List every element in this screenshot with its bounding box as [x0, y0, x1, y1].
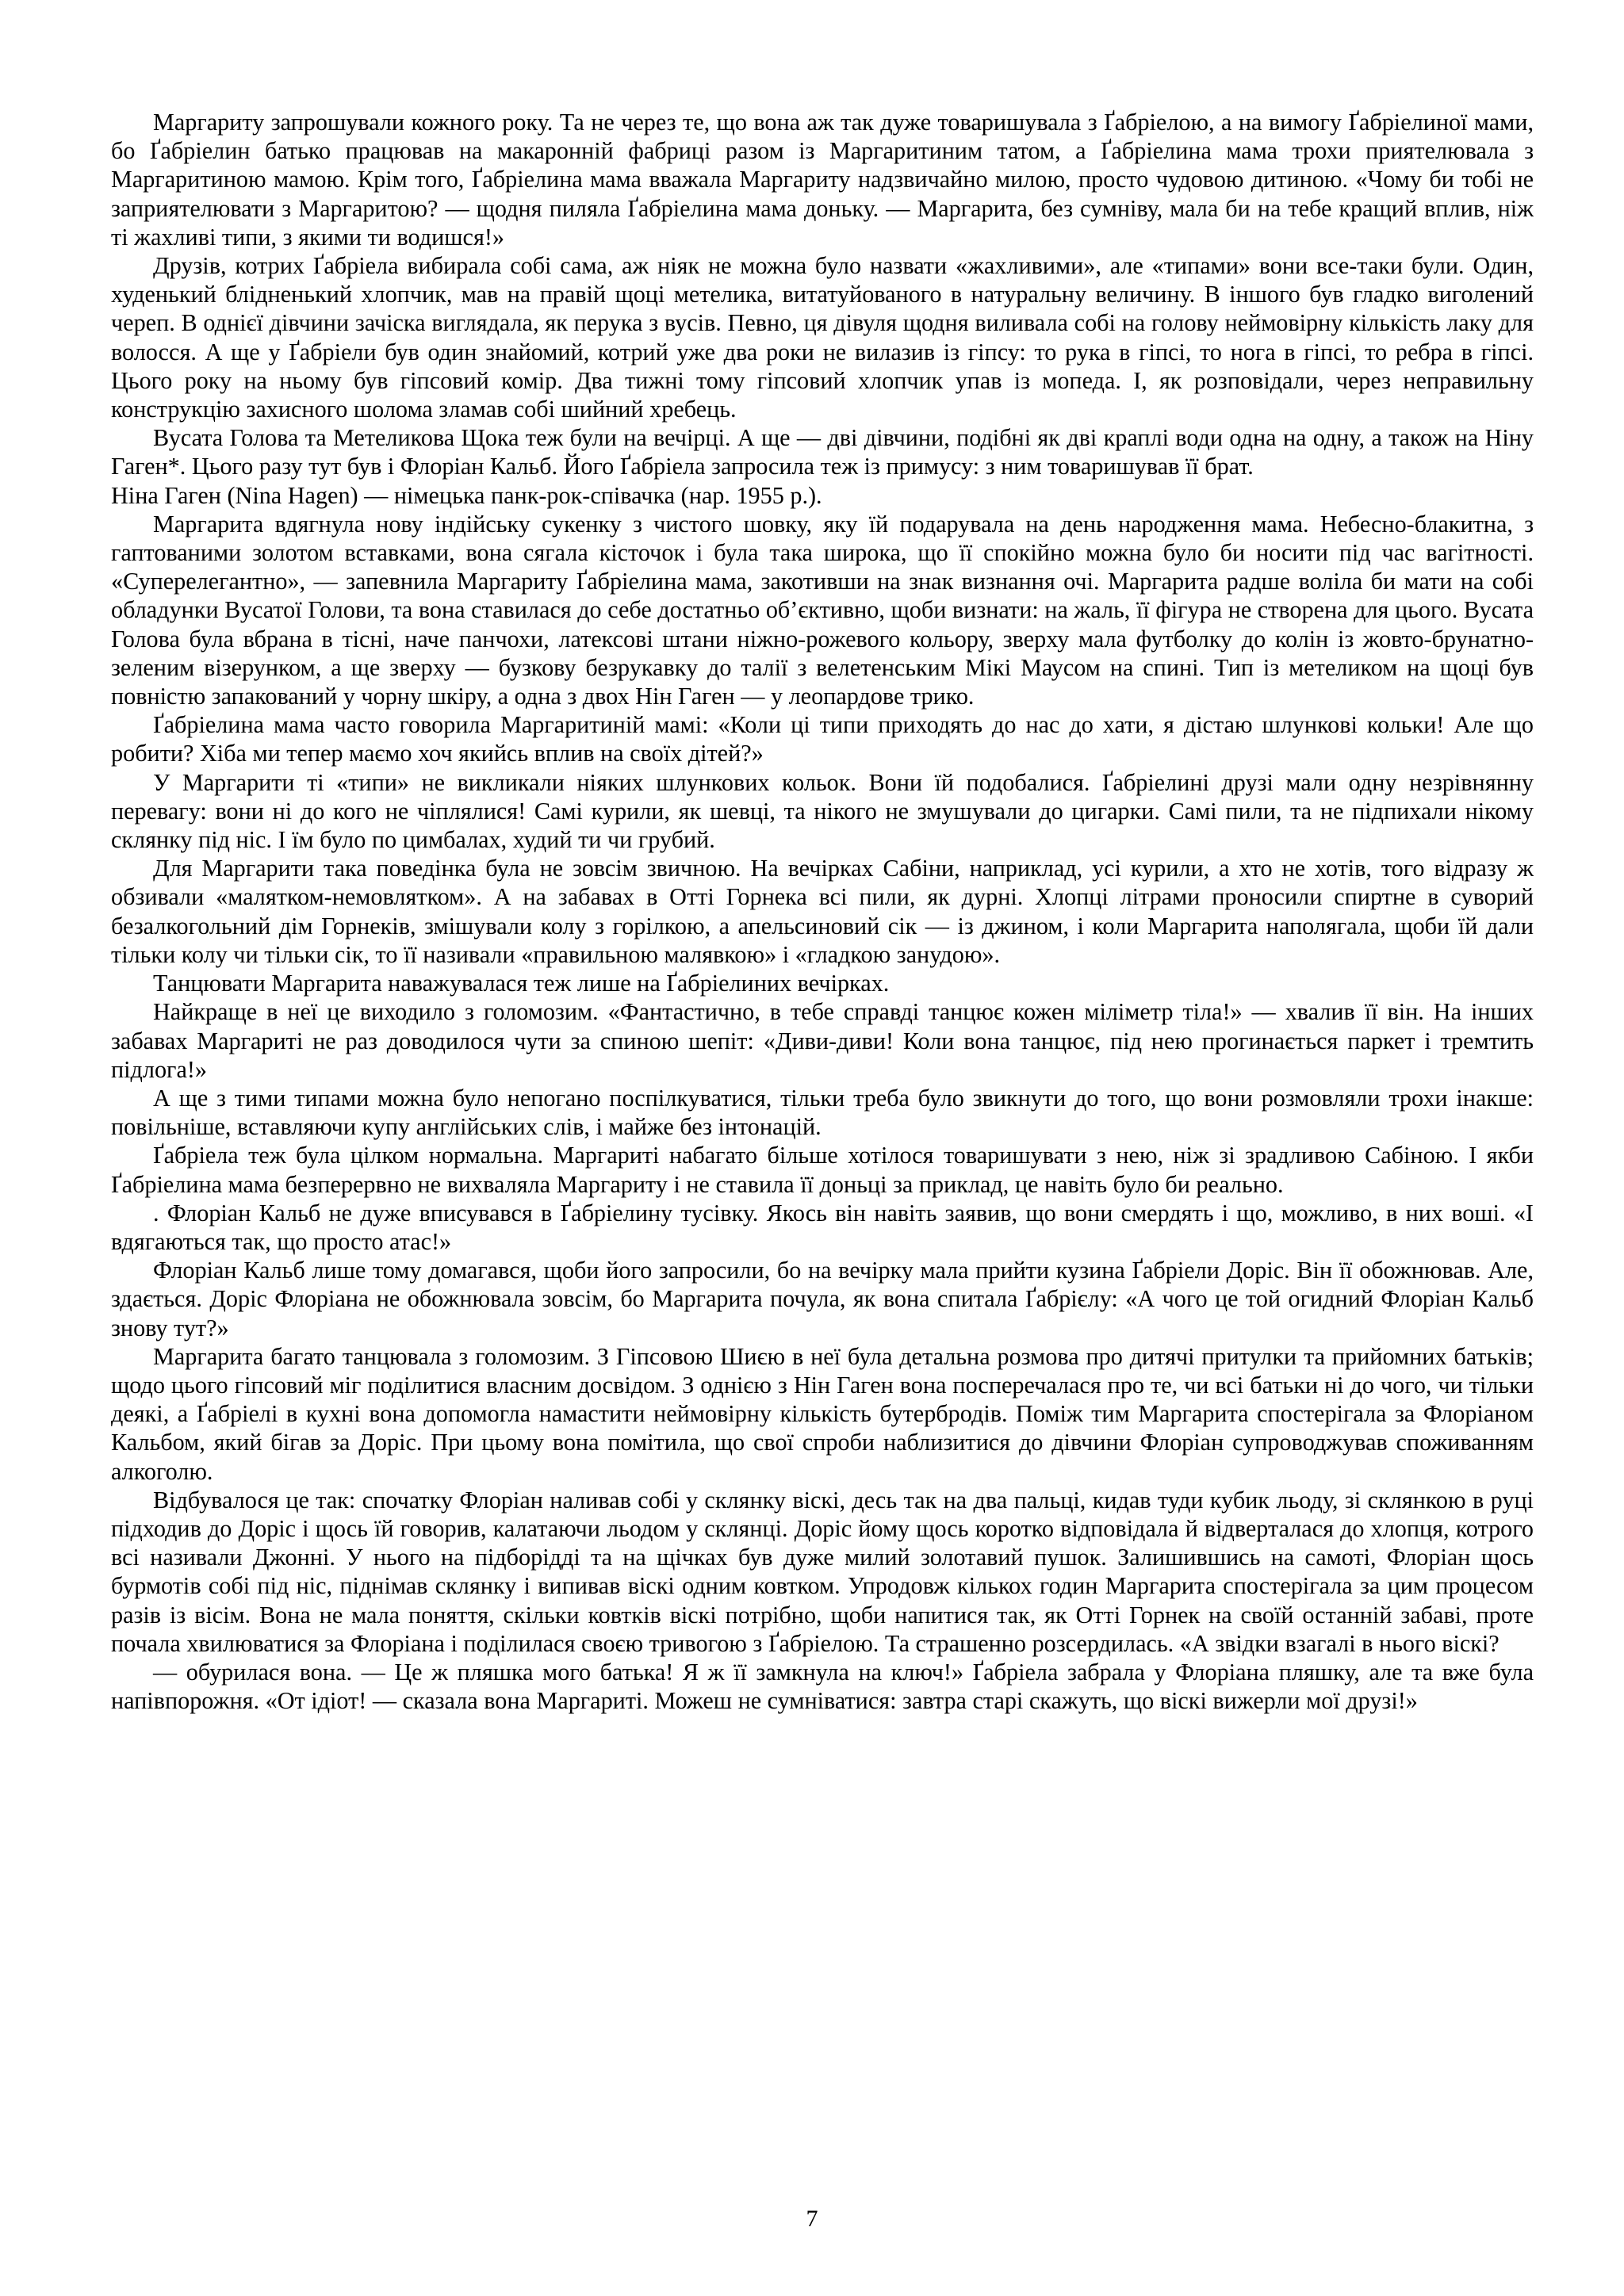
paragraph: Відбувалося це так: спочатку Флоріан наливав собі у склянку віскі, десь так на два пальці, кидав туди кубик льоду, зі склянкою в руці підходив до Доріс і щось їй говорив, калатаючи льодом у склянці. Доріс йому щось коротко відповідала й відверталася до хлопця, котрого всі називали Джонні. У нього на підборідді та на щічках був дуже милий золотавий пушок. Залишившись на самоті, Флоріан щось бурмотів собі під ніс, піднімав склянку і випивав віскі одним ковтком. Упродовж кількох годин Маргарита спостерігала за цим процесом разів із вісім. Вона не мала поняття, скільки ковтків віскі потрібно, щоби напитися так, як Отті Горнек на своїй останній забаві, проте почала хвилюватися за Флоріана і поділилася своєю тривогою з Ґабріелою. Та страшенно розсердилась. «А звідки взагалі в нього віскі?	[111, 1486, 1534, 1657]
paragraph: Флоріан Кальб лише тому домагався, щоби його запросили, бо на вечірку мала прийти кузина Ґабріели Доріс. Він її обожнював. Але, здається. Доріс Флоріана не обожнювала зовсім, бо Маргарита почула, як вона спитала Ґабрієлу: «А чого це той огидний Флоріан Кальб знову тут?»	[111, 1257, 1534, 1341]
paragraph: Вусата Голова та Метеликова Щока теж були на вечірці. А ще — дві дівчини, подібні як дві краплі води одна на одну, а також на Ніну Гаген*. Цього разу тут був і Флоріан Кальб. Його Ґабріела запросила теж із примусу: з ним товаришував її брат.	[111, 424, 1534, 480]
footnote: Ніна Гаген (Nina Hagen) — німецька панк-рок-співачка (нар. 1955 р.).	[111, 481, 822, 509]
paragraph: А ще з тими типами можна було непогано поспілкуватися, тільки треба було звикнути до того, що вони розмовляли трохи інакше: повільніше, вставляючи купу англійських слів, і майже без інтонацій.	[111, 1084, 1534, 1141]
paragraph: Танцювати Маргарита наважувалася теж лише на Ґабріелиних вечірках.	[153, 970, 890, 997]
paragraph: У Маргарити ті «типи» не викликали ніяких шлункових кольок. Вони їй подобалися. Ґабріелині друзі мали одну незрівнянну перевагу: вони ні до кого не чіплялися! Самі курили, як шевці, та нікого не змушували до цигарки. Самі пили, та не підпихали нікому склянку під ніс. І їм було по цимбалах, худий ти чи грубий.	[111, 768, 1534, 854]
paragraph: . Флоріан Кальб не дуже вписувався в Ґабріелину тусівку. Якось він навіть заявив, що вони смердять і що, можливо, в них воші. «І вдягаються так, що просто атас!»	[111, 1199, 1534, 1255]
paragraph: Маргариту запрошували кожного року. Та не через те, що вона аж так дуже товаришувала з Ґабріелою, а на вимогу Ґабріелиної мами, бо Ґабріелин батько працював на макаронній фабриці разом із Маргаритиним татом, а Ґабріелина мама трохи приятелювала з Маргаритиною мамою. Крім того, Ґабріелина мама вважала Маргариту надзвичайно милою, просто чудовою дитиною. «Чому би тобі не заприятелювати з Маргаритою? — щодня пиляла Ґабріелина мама доньку. — Маргарита, без сумніву, мала би на тебе кращий вплив, ніж ті жахливі типи, з якими ти водишся!»	[111, 109, 1534, 251]
paragraph: — обурилася вона. — Це ж пляшка мого батька! Я ж її замкнула на ключ!» Ґабріела забрала у Флоріана пляшку, але та вже була напівпорожня. «От ідіот! — сказала вона Маргариті. Можеш не сумніватися: завтра старі скажуть, що віскі вижерли мої друзі!»	[111, 1658, 1534, 1715]
paragraph: Маргарита багато танцювала з голомозим. З Гіпсовою Шиєю в неї була детальна розмова про дитячі притулки та прийомних батьків; щодо цього гіпсовий міг поділитися власним досвідом. З однією з Нін Гаген вона посперечалася про те, чи всі батьки ні до чого, чи тільки деякі, а Ґабріелі в кухні вона допомогла намастити неймовірну кількість бутербродів. Поміж тим Маргарита спостерігала за Флоріаном Кальбом, який бігав за Доріс. При цьому вона помітила, що свої спроби наблизитися до дівчини Флоріан супроводжував споживанням алкоголю.	[111, 1342, 1534, 1485]
paragraph: Найкраще в неї це виходило з голомозим. «Фантастично, в тебе справді танцює кожен міліметр тіла!» — хвалив її він. На інших забавах Маргариті не раз доводилося чути за спиною шепіт: «Диви-диви! Коли вона танцює, під нею прогинається паркет і тремтить підлога!»	[111, 998, 1534, 1083]
body-text	[111, 108, 1534, 1715]
paragraph: Для Маргарити така поведінка була не зовсім звичною. На вечірках Сабіни, наприклад, усі курили, а хто не хотів, того відразу ж обзивали «малятком-немовлятком». А на забавах в Отті Горнека всі пили, як дурні. Хлопці літрами проносили спиртне в суворий безалкогольний дім Горнеків, змішували колу з горілкою, а апельсиновий сік — із джином, і коли Маргарита наполягала, щоби їй дали тільки колу чи тільки сік, то її називали «правильною малявкою» і «гладкою занудою».	[111, 855, 1534, 968]
paragraph: Ґабріела теж була цілком нормальна. Маргариті набагато більше хотілося товаришувати з нею, ніж зі зрадливою Сабіною. І якби Ґабріелина мама безперервно не вихваляла Маргариту і не ставила її доньці за приклад, це навіть було би реально.	[111, 1142, 1534, 1198]
paragraph: Друзів, котрих Ґабріела вибирала собі сама, аж ніяк не можна було назвати «жахливими», але «типами» вони все-таки були. Один, худенький блідненький хлопчик, мав на правій щоці метелика, витатуйованого в натуральну величину. В іншого був гладко виголений череп. В однієї дівчини зачіска виглядала, як перука з вусів. Певно, ця дівуля щодня виливала собі на голову неймовірну кількість лаку для волосся. А ще у Ґабріели був один знайомий, котрий уже два роки не вилазив із гіпсу: то рука в гіпсі, то нога в гіпсі, то ребра в гіпсі. Цього року на ньому був гіпсовий комір. Два тижні тому гіпсовий хлопчик упав із мопеда. І, як розповідали, через неправильну конструкцію захисного шолома зламав собі шийний хребець.	[111, 252, 1534, 423]
page-number: 7	[806, 2206, 818, 2232]
paragraph: Маргарита вдягнула нову індійську сукенку з чистого шовку, яку їй подарувала на день народження мама. Небесно-блакитна, з гаптованими золотом вставками, вона сягала кісточок і була така широка, що її спокійно можна було би носити під час вагітності. «Суперелегантно», — запевнила Маргариту Ґабріелина мама, закотивши на знак визнання очі. Маргарита радше воліла би мати на собі обладунки Вусатої Голови, та вона ставилася до себе достатньо об’єктивно, щоби визнати: на жаль, її фігура не створена для цього. Вусата Голова була вбрана в тісні, наче панчохи, латексові штани ніжно-рожевого кольору, зверху мала футболку до колін із жовто-брунатно-зеленим візерунком, а ще зверху — бузкову безрукавку до талії з велетенським Мікі Маусом на спині. Тип із метеликом на щоці був повністю запакований у чорну шкіру, а одна з двох Нін Гаген — у леопардове трико.	[111, 510, 1534, 710]
paragraph: Ґабріелина мама часто говорила Маргаритиній мамі: «Коли ці типи приходять до нас до хати, я дістаю шлункові кольки! Але що робити? Хіба ми тепер маємо хоч якийсь вплив на своїх дітей?»	[111, 711, 1534, 767]
